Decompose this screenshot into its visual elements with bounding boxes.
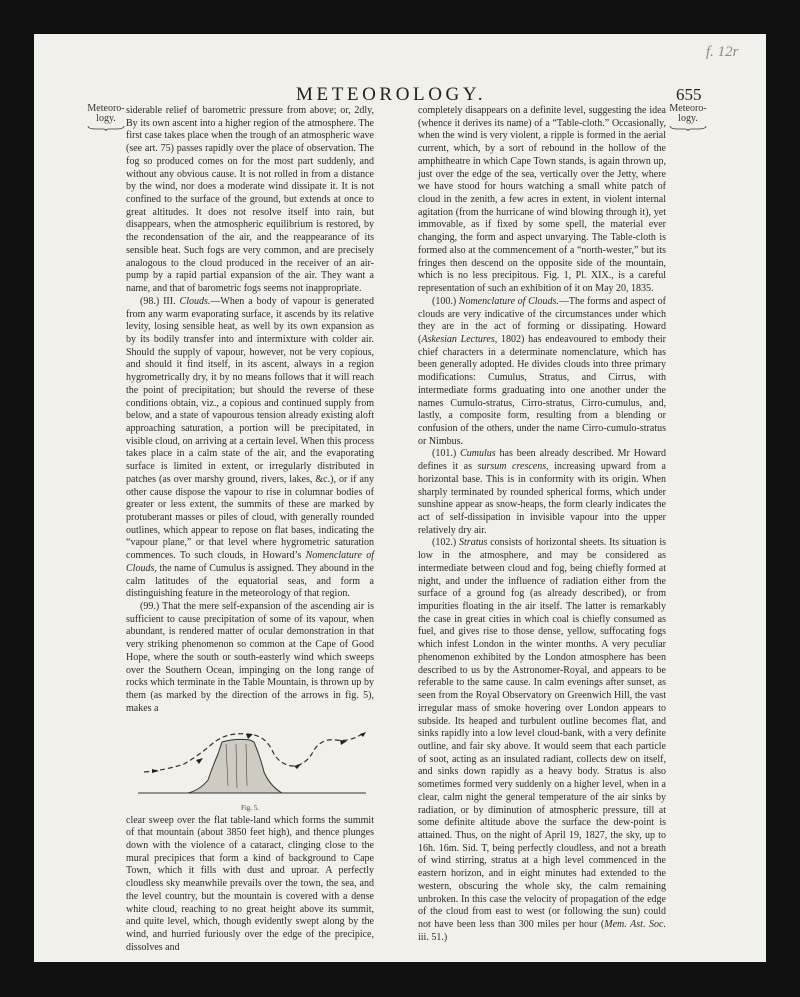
table-mountain-illustration [126,720,374,802]
page-number: 655 [676,85,702,104]
section-title-cumulus: Cumulus [460,448,496,460]
paragraph-number: (101.) [432,448,461,460]
paragraph-text: consists of horizontal sheets. Its situation is low in the atmosphere, and may be considered as intermediate between cloud and fog, being chiefly formed at night, and under the influence of radiation either from the surface of a ground fog (as already described), or from impurities floating in the air itself. The latter is remarkably the case in great cities in which coal is chiefly consumed as fuel, and gives rise to those dense, yellow, suffocating fogs which infest London in the winter months. A very peculiar phenomenon exhibited by the London atmosphere has been described to us by the Astronomer-Royal, and appears to be referable to the same cause. In calm evenings after sunset, as seen from the Royal Observatory on Greenwich Hill, the vast irregular mass of smoke hovering over London appears to subside. Its heaped and turbulent outline becomes flat, and sinks rapidly into a low level cloud-bank, with a very definite outline, and fair sky above. It would seem that each particle of soot, acting as an insulated radiant, collects dew on itself, and sinks down rapidly as a heavy body. Stratus is also sometimes formed very suddenly on a higher level, when in a clear, calm night the general temperature of the air sinks by radiation, or by diminution of atmospheric pressure, till at some definite altitude above the surface the dew-point is attained. Thus, on the night of April 19, 1827, the sky, up to 16h. 16m. Sid. T, being perfectly cloudless, and not a breath of wind stirring, stratus at a high level commenced in the eastern horizon, and in eight minutes had extended to the western, obscuring the whole sky, the calm remaining unbroken. In this case the velocity of propagation of the edge of the cloud from east to west (or following the sun) could not have been less than 300 miles per hour ( [418,537,666,930]
left-column [126,105,374,954]
paragraph-text: iii. 51.) [418,931,448,943]
paragraph-text: —The forms and aspect of clouds are very indicative of the circumstances under which they are in the act of forming or dissipating. Howard ( [418,295,666,345]
paragraph-102 [418,537,666,944]
italic-term: sursum crescens, [477,461,549,473]
paragraph-98 [126,296,374,601]
italic-ref: Askesian Lectures, [421,333,498,345]
paragraph: completely disappears on a definite level, suggesting the idea (whence it derives its name) of a “Table-cloth.” Occasionally, when the wind is very violent, a ripple is formed in the aerial current, which, by a sort of rebound in the hollow of the amphitheatre in which Cape Town stands, is again thrown up, just over the edge of the sea, vertically over the Jetty, where we have stood for hours watching a small white patch of cloud in the zenith, a few acres in extent, in violent internal agitation (from the hurricane of wind blowing through it), yet immovable, as if fixed by some spell, the material ever changing, the form and aspect unvarying. The Table-cloth is formed also at the commencement of a “north-wester,” but its fringes then descend on the opposite side of the mountain, which is no less precipitous. Fig. 1, Pl. XIX., is a careful representation of such an exhibition of it on May 20, 1835. [418,105,666,295]
italic-ref: Nomenclature of Clouds, [126,550,374,574]
paragraph: siderable relief of barometric pressure from above; or, 2dly, By its own ascent into a higher region of the atmosphere. The first case takes place when the trough of an atmospheric wave (see art. 75) passes rapidly over the place of observation. The fog so produced comes on for the most part suddenly, and without any obvious cause. It is not rolled in from a distance by the wind, nor does a moderate wind dissipate it. It is not confined to the surface of the ground, but extends at once to great altitudes. It does not resolve itself into rain, but disappears, when the atmospheric equilibrium is restored, by the recondensation of the air, and the reappearance of its sensible heat. Such fogs are very common, and are precisely analogous to the cloud produced in the receiver of an air-pump by a rapid partial expansion of the air. They want a name, and that of barometric fogs seems not inappropriate. [126,105,374,295]
pencil-folio-note: f. 12r [706,44,739,60]
figure-caption: Fig. 5. [240,803,260,812]
paragraph-number: (102.) [432,537,460,549]
margin-note-left [86,104,126,131]
paragraph-text: the name of Cumulus is assigned. They abound in the calm latitudes of the equatorial seas, and form a distinguishing feature in the meteorology of that region. [126,562,374,600]
paragraph-101 [418,448,666,537]
paragraph-number: (100.) [432,295,459,307]
margin-note-right-text: Meteoro- logy. [669,103,707,124]
brace-icon [668,125,708,131]
italic-ref: Mem. Ast. Soc. [604,919,666,930]
paragraph-99: (99.) That the mere self-expansion of the ascending air is sufficient to cause precipitation of some of its vapour, when abundant, is rendered matter of ocular demonstration in that very striking phenomenon so common at the Cape of Good Hope, where the south or south-easterly wind which sweeps over the Southern Ocean, impinging on the long range of rocks which terminate in the Table Mountain, is thrown up by them (as marked by the direction of the arrows in fig. 5), makes a [126,601,374,714]
header-title: METEOROLOGY. [296,84,487,105]
paragraph: clear sweep over the flat table-land which forms the summit of that mountain (about 3850 feet high), and thence plunges down with the violence of a cataract, clinging close to the mural precipices that form a kind of background to Cape Town, which it fills with dust and uproar. A perfectly cloudless sky meanwhile prevails over the town, the sea, and the level country, but the mountain is covered with a dense white cloud, reaching to no great height above its summit, and quite level, which, though evidently swept along by the wind, and hurried furiously over the edge of the precipice, dissolves and [126,814,374,953]
margin-note-right [668,104,708,131]
paragraph-text: —When a body of vapour is generated from any warm evaporating surface, it ascends by its relative levity, losing sensible heat, as well by its own expansion as by its bodily transfer into and intermixture with colder air. Should the supply of vapour, however, not be very copious, and should it find itself, in its ascent, always in a region hygrometrically dry, it by no means follows that it will reach the point of precipitation; but should the reverse of these conditions obtain, viz., a copious and continued supply from below, and a state of vapourous tension already existing aloft approaching saturation, a portion will be precipitated, in visible cloud, on arriving at a certain level. When this process takes place in a calm state of the air, and the evaporating surface is limited in extent, or irregularly distributed in patches (as over marshy ground, rivers, lakes, &c.), or if any other cause dispose the vapour to rise in columnar bodies of greater or less extent, the summits of these are marked by protuberant masses or piles of cloud, with generally rounded outlines, which appear to repose on flat bases, indicating the “vapour plane,” or that level where hygrometric saturation commences. To such clouds, in Howard’s [126,295,374,562]
section-title-clouds: Clouds. [179,295,211,307]
margin-note-left-text: Meteoro- logy. [87,103,125,124]
section-title-stratus: Stratus [459,537,488,549]
paragraph-text: 1802) has endeavoured to embody their chief characters in a determinate nomenclature, which has been generally adopted. He divides clouds into three primary modifications: Cumulus, Stratus, and Cirrus, with intermediate forms graduating into one another under the names Cumulo-stratus, Cirro-stratus, Cirro-cumulus, and, lastly, a composite form, resulting from a blending or confusion of the others, under the name Cirro-cumulo-stratus or Nimbus. [418,333,666,447]
figure-table-mountain [126,720,374,802]
brace-icon [86,125,126,131]
paragraph-text: has been already described. Mr Howard defines it as [418,448,666,473]
right-column [418,105,666,944]
paragraph-number: (98.) III. [140,295,180,307]
paragraph-text: increasing upward from a horizontal base. This is in conformity with its origin. When sharply terminated by rounded spherical forms, which under sunshine appear as snow-heaps, the form clearly indicates the act of self-dissipation in invisible vapour into the upper relatively dry air. [418,461,666,536]
section-title-nomenclature: Nomenclature of Clouds. [458,295,559,307]
book-page [34,34,766,962]
paragraph-100 [418,296,666,449]
